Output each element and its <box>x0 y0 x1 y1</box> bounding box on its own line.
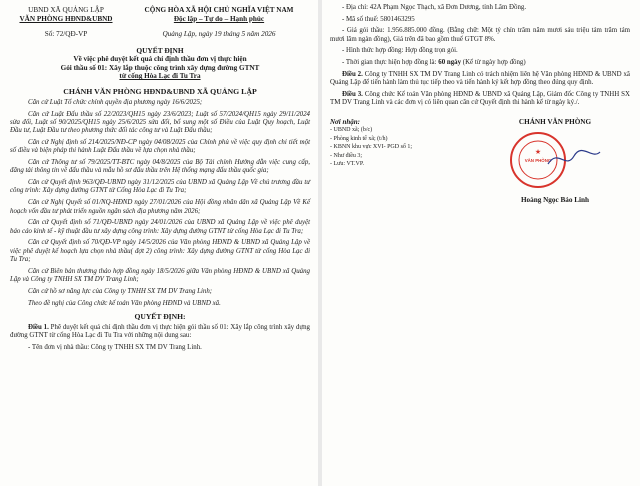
number-date-row <box>10 30 310 38</box>
signer-title: CHÁNH VĂN PHÒNG <box>518 117 592 126</box>
place-date: Quảng Lập, ngày 19 tháng 5 năm 2026 <box>162 30 276 38</box>
issuing-organization <box>10 6 122 24</box>
duration-value: 60 ngày <box>438 58 462 66</box>
org-parent: UBND XÃ QUẢNG LẬP <box>28 6 104 14</box>
recipient-item: - Phòng kinh tế xã; (t/h) <box>330 135 388 142</box>
recipient-item: - Lưu: VT.VP. <box>330 160 365 167</box>
document-number: Số: 72/QĐ-VP <box>44 30 88 38</box>
article-3-label: Điều 3. <box>342 90 363 98</box>
contract-form: - Hình thức hợp đồng: Hợp đồng trọn gói. <box>342 47 458 55</box>
legal-basis-item: Căn cứ hồ sơ năng lực của Công ty TNHH SX TM DV Trang Linh; <box>28 287 213 295</box>
article-3 <box>330 91 630 108</box>
package-price: - Giá gói thầu: 1.956.885.000 đồng. (Bằng chữ: Một tỷ chín trăm năm mươi sáu triệu tám trăm tám mươi lăm ngàn đồng), Giá trên đã bao gồm thuế GTGT 8%. <box>330 27 630 43</box>
decision-authority: CHÁNH VĂN PHÒNG HĐND&UBND XÃ QUẢNG LẬP <box>63 86 257 96</box>
article-3-text: Công chức Kế toán Văn phòng HĐND & UBND xã Quảng Lập, Giám đốc Công ty TNHH SX TM DV Trang Linh và các đơn vị có liên quan căn cứ Quyết định thi hành kể từ ngày ký./. <box>330 90 630 107</box>
article-1-text: Phê duyệt kết quả chỉ định thầu đơn vị thực hiện gói thầu số 01: Xây lắp công trình xây dựng đường GTNT từ cống Hòa Lạc đi Tu Tra với những nội dung sau: <box>10 323 310 339</box>
document-header <box>10 6 310 24</box>
decision-subject-1: Về việc phê duyệt kết quả chỉ định thầu đơn vị thực hiện <box>73 55 247 63</box>
duration-prefix: - Thời gian thực hiện hợp đồng là: <box>342 58 439 66</box>
contractor-name: - Tên đơn vị nhà thầu: Công ty TNHH SX TM DV Trang Linh. <box>28 343 202 351</box>
legal-basis-item: Căn cứ Luật Tổ chức chính quyền địa phương ngày 16/6/2025; <box>28 98 203 106</box>
article-1-label: Điều 1. <box>28 323 49 331</box>
legal-basis-item: Căn cứ Biên bản thương thảo hợp đồng ngày 18/5/2026 giữa Văn phòng HĐND & UBND xã Quảng Lập và Công ty TNHH SX TM DV Trang Linh; <box>10 267 310 284</box>
legal-basis-item: Căn cứ Quyết định 963/QĐ-UBND ngày 31/12/2025 của UBND xã Quảng Lập Về chủ trương đầu tư công trình: Xây dựng đường GTNT từ Cống Hòa Lạc đi Tu Tra; <box>10 179 310 195</box>
national-motto: Độc lập – Tự do – Hạnh phúc <box>173 15 265 23</box>
official-stamp <box>500 130 610 190</box>
decision-heading: QUYẾT ĐỊNH <box>136 46 184 55</box>
recipients-heading: Nơi nhận: <box>330 117 361 126</box>
svg-text:VĂN PHÒNG: VĂN PHÒNG <box>524 157 552 163</box>
decision-subject-3: từ cống Hòa Lạc đi Tu Tra <box>119 72 201 81</box>
national-title <box>128 6 310 24</box>
recipient-item: - KBNN khu vực XVI- PGD số 1; <box>330 144 413 151</box>
legal-basis-item: Căn cứ Nghị Quyết số 01/NQ-HĐND ngày 27/01/2026 của Hội đồng nhân dân xã Quảng Lập Về Kế hoạch vốn đầu tư phát triển nguồn ngân sách địa phương năm 2026; <box>10 199 310 215</box>
article-2-label: Điều 2. <box>342 70 363 78</box>
signer-name: Hoàng Ngọc Bảo Linh <box>520 195 590 204</box>
legal-basis-item: Căn cứ Nghị định số 214/2025/NĐ-CP ngày 04/08/2025 của Chính phủ về việc quy định chi tiết một số điều và biện pháp thi hành Luật Đấu thầu về lựa chọn nhà thầu; <box>10 138 310 155</box>
signature-block <box>480 118 630 204</box>
legal-basis-item: Căn cứ Thông tư số 79/2025/TT-BTC ngày 04/8/2025 của Bộ Tài chính Hướng dẫn việc cung cấp, đăng tải thông tin về đấu thầu và mẫu hồ sơ đấu thầu trên Hệ thống mạng đấu thầu quốc gia; <box>10 159 310 175</box>
document-page-right <box>322 0 640 486</box>
article-2-text: Công ty TNHH SX TM DV Trang Linh có trách nhiệm liên hệ Văn phòng HĐND & UBND xã Quảng Lập để tiến hành làm thủ tục tiếp theo và tiến hành ký kết hợp đồng theo đúng quy định. <box>330 70 630 87</box>
article-1 <box>10 324 310 341</box>
article-2 <box>330 71 630 88</box>
recipient-item: - Như điều 3; <box>330 152 363 159</box>
recipient-item: - UBND xã; (b/c) <box>330 127 373 134</box>
contractor-tax-code: - Mã số thuế: 5801463295 <box>342 15 415 23</box>
duration-suffix: (Kể từ ngày hợp đồng) <box>461 58 526 66</box>
legal-basis-item: Căn cứ Quyết định số 71/QĐ-UBND ngày 24/01/2026 của UBND xã Quảng Lập về việc phê duyệt báo cáo kinh tế - kỹ thuật đầu tư xây dựng công trình: Xây dựng đường GTNT từ cống Hòa Lạc đi Tu Tra; <box>10 219 310 235</box>
contract-duration <box>330 59 630 68</box>
org-name: VĂN PHÒNG HĐND&UBND <box>19 15 113 23</box>
document-page-left <box>0 0 318 486</box>
signature-row <box>330 118 630 204</box>
stamp-seal-icon <box>500 130 610 190</box>
decides-heading: QUYẾT ĐỊNH: <box>134 311 186 321</box>
contractor-address: - Địa chỉ: 42A Phạm Ngọc Thạch, xã Đơn Dương, tỉnh Lâm Đồng. <box>342 4 527 11</box>
legal-basis-item: Theo đề nghị của Công chức kế toán Văn phòng HĐND và UBND xã. <box>28 299 221 307</box>
decision-subject-2: Gói thầu số 01: Xây lắp thuộc công trình xây dựng đường GTNT <box>60 63 260 72</box>
legal-basis-item: Căn cứ Quyết định số 70/QĐ-VP ngày 14/5/2026 của Văn phòng HĐND & UBND xã Quảng Lập về việc phê duyệt kế hoạch lựa chọn nhà thầu( đợt 2) công trình: Xây dựng đường GTNT từ cống Hòa Lạc đi Tu Tra; <box>10 239 310 264</box>
svg-text:★: ★ <box>534 147 542 156</box>
nation-name: CỘNG HÒA XÃ HỘI CHỦ NGHĨA VIỆT NAM <box>144 6 294 14</box>
recipients-list <box>330 118 460 204</box>
legal-basis-item: Căn cứ Luật Đấu thầu số 22/2023/QH15 ngày 23/6/2023; Luật số 57/2024/QH15 ngày 29/11/2024 sửa đổi, Luật số 90/2025/QH15 ngày 25/6/2025 sửa đổi, bổ sung một số Điều của Luật Quy hoạch, Luật Đầu tư, Luật Đầu tư theo phương thức đối tác công tư và Luật Đấu thầu; <box>10 110 310 135</box>
